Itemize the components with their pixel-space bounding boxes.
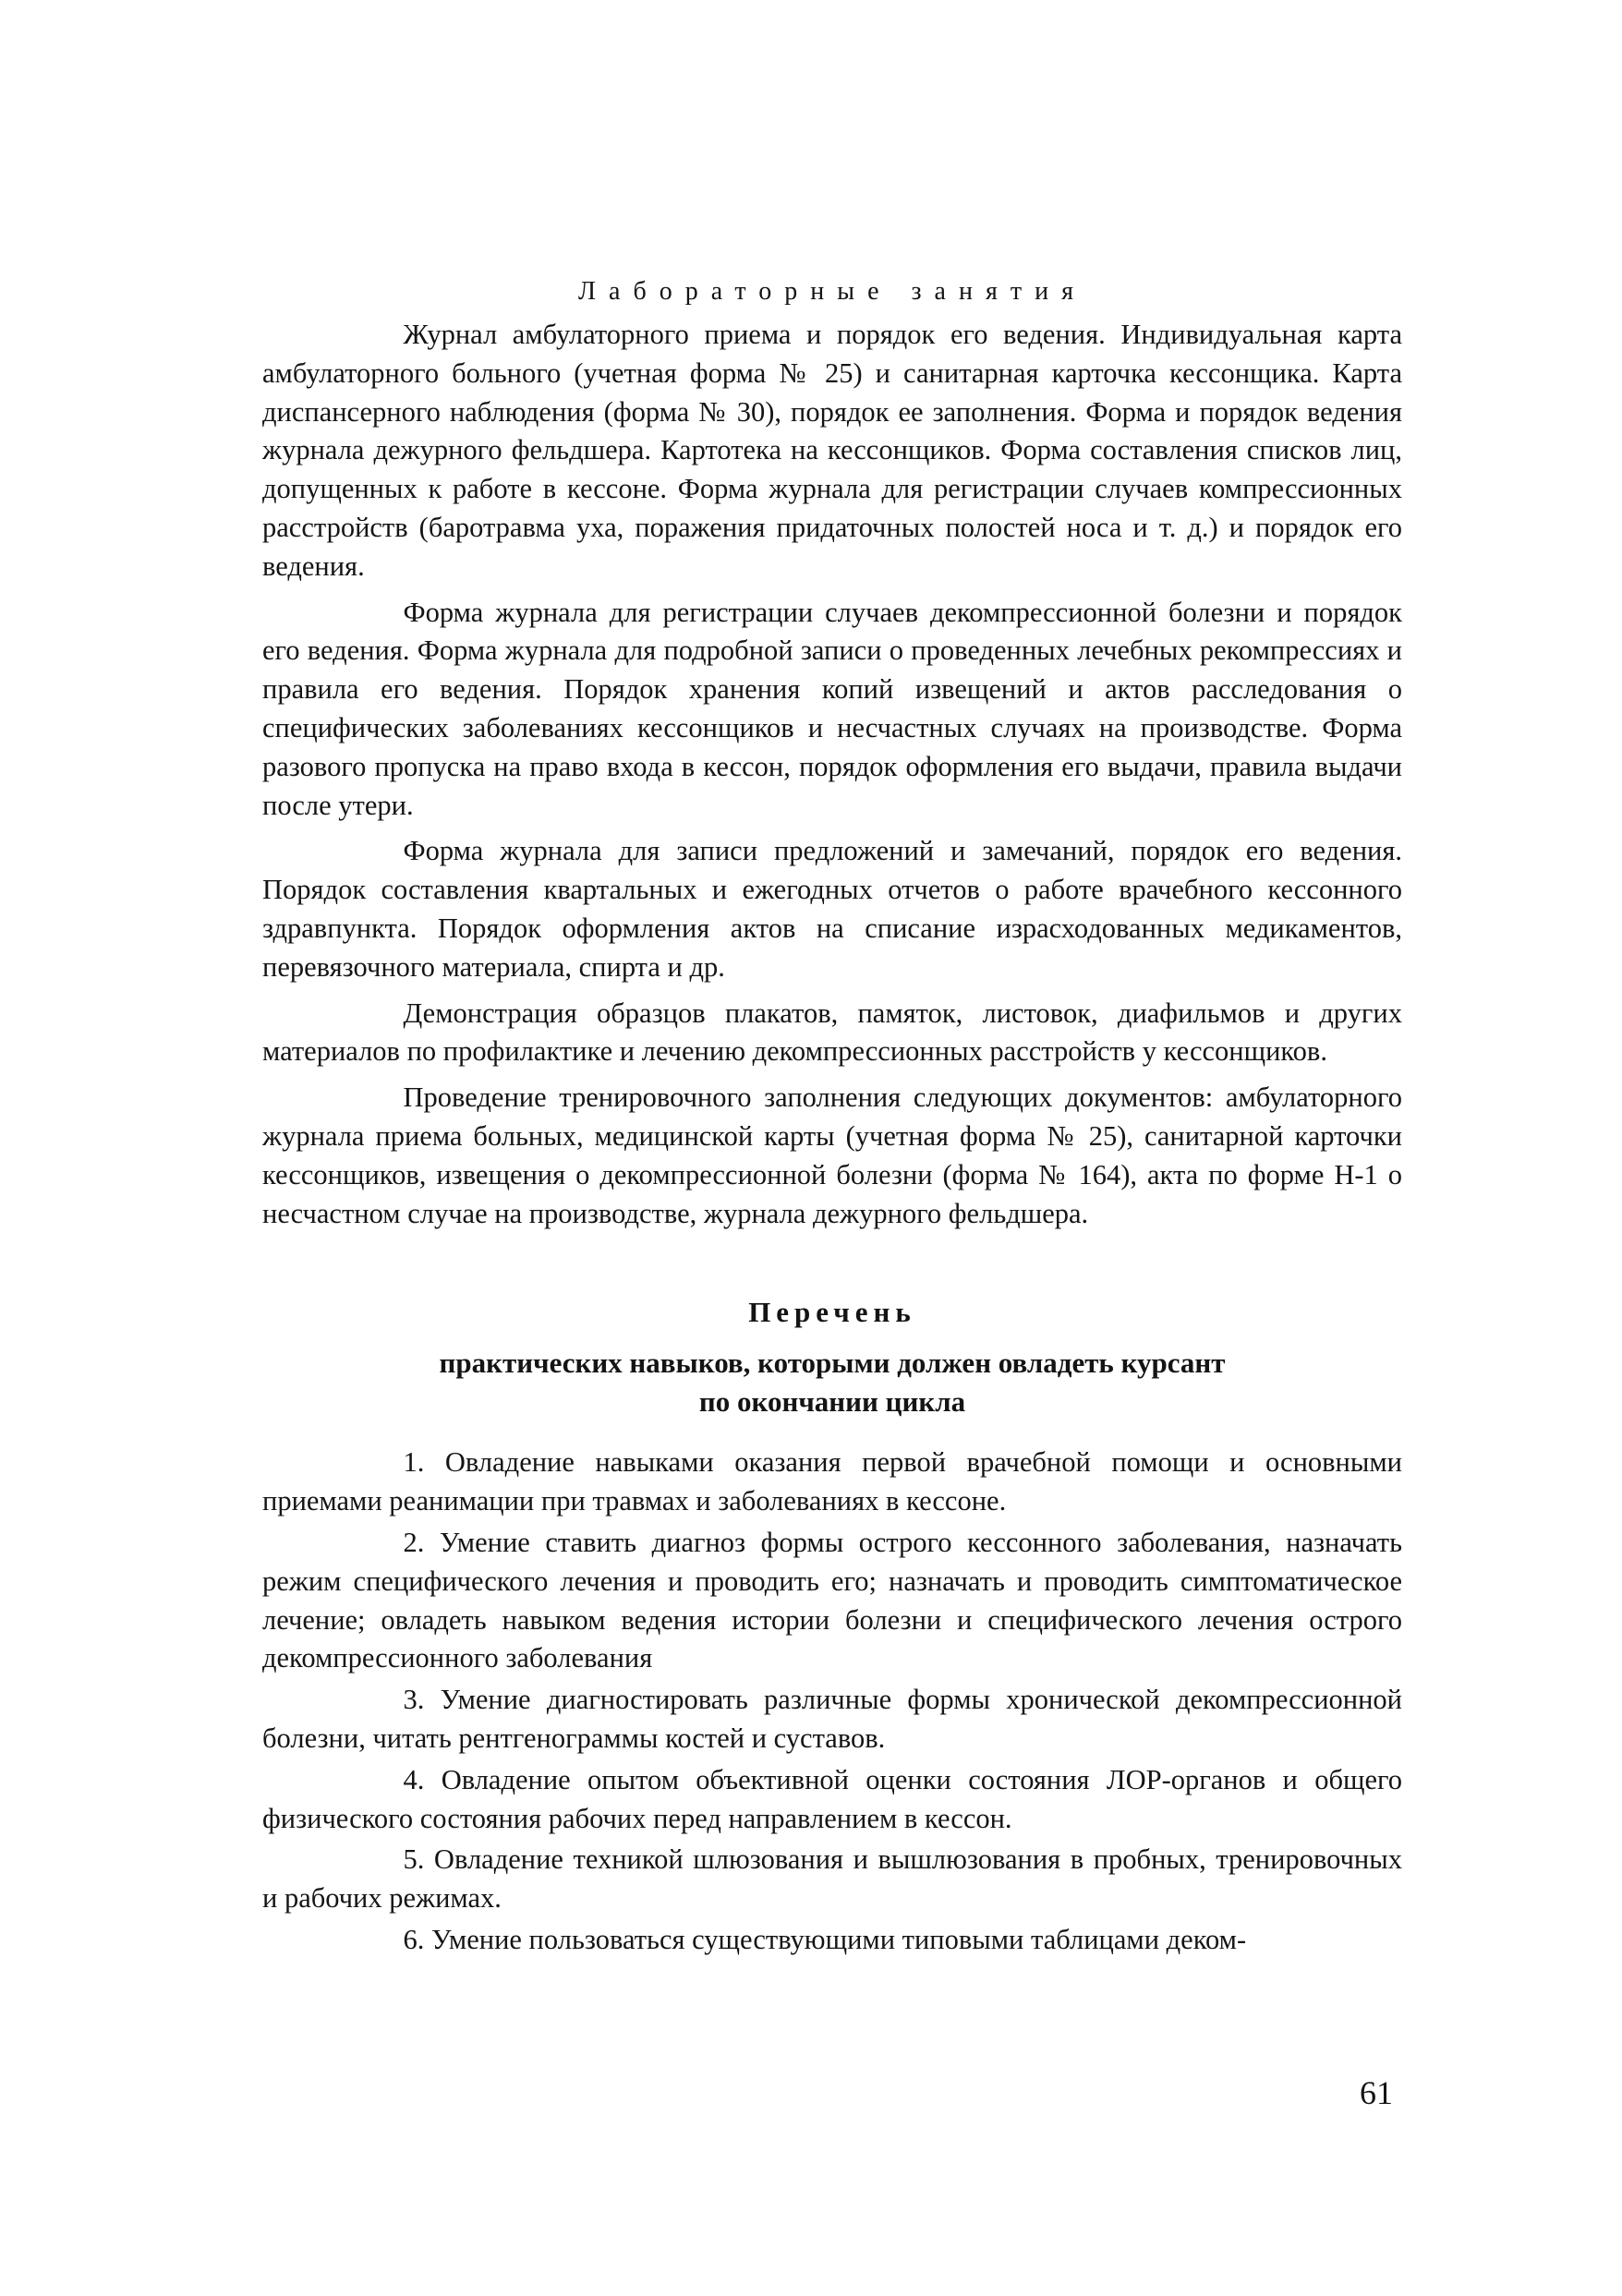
skills-subtitle-line2: по окончании цикла	[698, 1385, 966, 1419]
skills-list	[262, 1444, 1402, 1959]
skills-list-item: 4. Овладение опытом объективной оценки состояния ЛОР-органов и общего физического состояния рабочих перед направлением в кессон.	[262, 1763, 1402, 1834]
page-number: 61	[1360, 2074, 1393, 2111]
skills-list-item: 6. Умение пользоваться существующими типовыми таблицами деком-	[403, 1923, 1247, 1955]
lab-section-heading: Лабораторные занятия	[578, 277, 1086, 306]
skills-section-subtitle	[262, 1344, 1402, 1421]
lab-paragraph: Форма журнала для регистрации случаев декомпрессионной болезни и порядок его ведения. Форма журнала для подробной записи о проведенных лечебных рекомпрессиях и правила его ведения. Порядок хранения копий извещений и актов расследования о специфических заболеваниях кессонщиков и несчастных случаях на производстве. Форма разового пропуска на право входа в кессон, порядок оформления его выдачи, правила выдачи после утери.	[262, 596, 1402, 821]
lab-paragraph: Журнал амбулаторного приема и порядок его ведения. Индивидуальная карта амбулаторного больного (учетная форма № 25) и санитарная карточка кессонщика. Карта диспансерного наблюдения (форма № 30), порядок ее заполнения. Форма и порядок ведения журнала дежурного фельдшера. Картотека на кессонщиков. Форма составления списков лиц, допущенных к работе в кессоне. Форма журнала для регистрации случаев компрессионных расстройств (баротравма уха, поражения придаточных полостей носа и т. д.) и порядок его ведения.	[262, 319, 1402, 582]
skills-section-title: Перечень	[748, 1296, 916, 1329]
lab-paragraph: Форма журнала для записи предложений и замечаний, порядок его ведения. Порядок составления квартальных и ежегодных отчетов о работе врачебного кессонного здравпункта. Порядок оформления актов на списание израсходованных медикаментов, перевязочного материала, спирта и др.	[262, 835, 1402, 983]
lab-paragraph: Проведение тренировочного заполнения следующих документов: амбулаторного журнала приема больных, медицинской карты (учетная форма № 25), санитарной карточки кессонщиков, извещения о декомпрессионной болезни (форма № 164), акта по форме Н-1 о несчастном случае на производстве, журнала дежурного фельдшера.	[262, 1082, 1402, 1229]
document-page	[262, 277, 1402, 1963]
skills-list-item: 1. Овладение навыками оказания первой врачебной помощи и основными приемами реанимации при травмах и заболеваниях в кессоне.	[262, 1446, 1402, 1517]
lab-paragraph: Демонстрация образцов плакатов, памяток, листовок, диафильмов и других материалов по профилактике и лечению декомпрессионных расстройств у кессонщиков.	[262, 997, 1402, 1068]
skills-subtitle-line1: практических навыков, которыми должен овладеть курсант	[439, 1347, 1226, 1380]
skills-list-item: 2. Умение ставить диагноз формы острого кессонного заболевания, назначать режим специфического лечения и проводить его; назначать и проводить симптоматическое лечение; овладеть навыком ведения истории болезни и специфического лечения острого декомпрессионного заболевания	[262, 1526, 1402, 1674]
skills-list-item: 3. Умение диагностировать различные формы хронической декомпрессионной болезни, читать рентгенограммы костей и суставов.	[262, 1684, 1402, 1754]
skills-list-item: 5. Овладение техникой шлюзования и вышлюзования в пробных, тренировочных и рабочих режимах.	[262, 1843, 1402, 1915]
